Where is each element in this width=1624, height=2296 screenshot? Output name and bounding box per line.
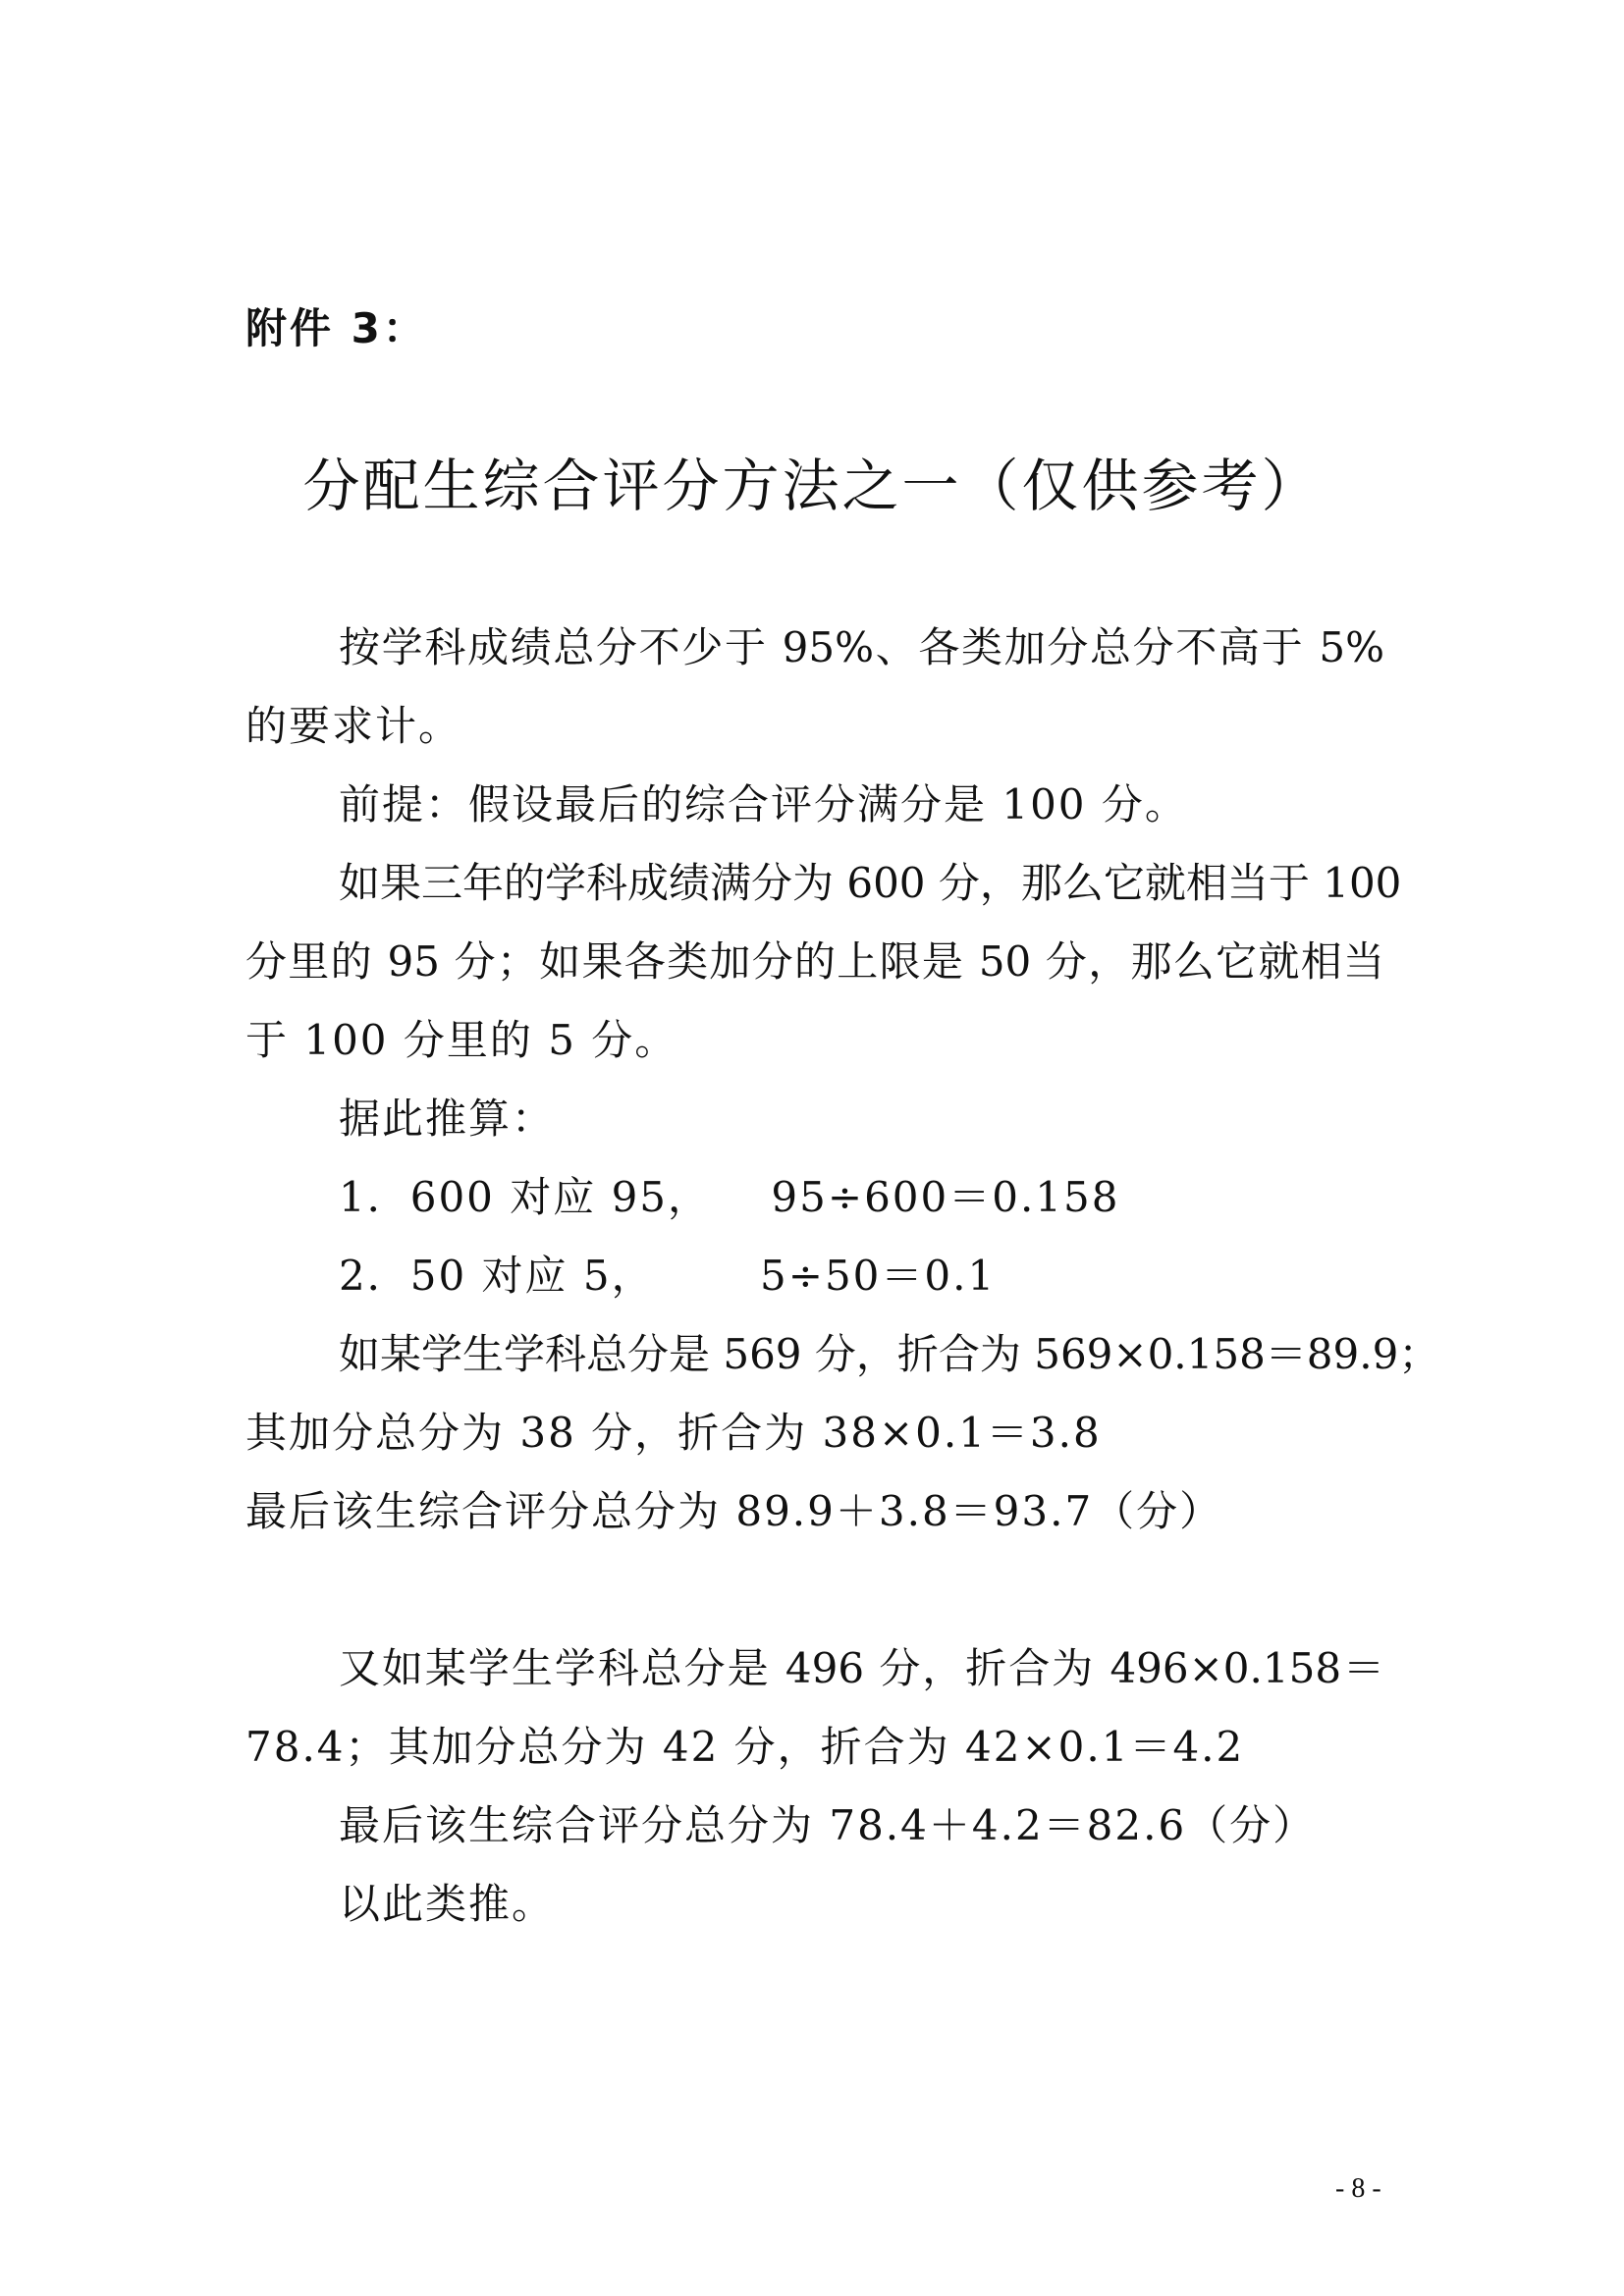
annex-label: 附件 3： <box>245 304 427 352</box>
body-line-3: 前提：假设最后的综合评分满分是 100 分。 <box>339 780 1188 828</box>
body-line-13: 又如某学生学科总分是 496 分，折合为 496×0.158＝ <box>339 1644 1384 1692</box>
page-number: - 8 - <box>1335 2173 1381 2204</box>
body-line-14: 78.4；其加分总分为 42 分，折合为 42×0.1＝4.2 <box>245 1723 1245 1771</box>
body-line-6: 于 100 分里的 5 分。 <box>245 1016 678 1064</box>
body-line-11: 其加分总分为 38 分，折合为 38×0.1＝3.8 <box>245 1409 1102 1457</box>
body-line-12: 最后该生综合评分总分为 89.9＋3.8＝93.7（分） <box>245 1487 1223 1535</box>
body-line-1: 按学科成绩总分不少于 95%、各类加分总分不高于 5% <box>339 623 1384 671</box>
body-line-16: 以此类推。 <box>339 1880 556 1928</box>
body-line-4: 如果三年的学科成绩满分为 600 分，那么它就相当于 100 <box>339 859 1402 907</box>
body-line-9: 2．50 对应 5， 5÷50＝0.1 <box>339 1252 997 1300</box>
body-line-15: 最后该生综合评分总分为 78.4＋4.2＝82.6（分） <box>339 1801 1317 1849</box>
body-line-5: 分里的 95 分；如果各类加分的上限是 50 分，那么它就相当 <box>245 937 1384 986</box>
body-line-2: 的要求计。 <box>245 702 462 750</box>
body-line-8: 1．600 对应 95， 95÷600＝0.158 <box>339 1173 1120 1221</box>
body-line-7: 据此推算： <box>339 1095 556 1143</box>
page-title: 分配生综合评分方法之一（仅供参考） <box>302 453 1322 519</box>
body-line-10: 如某学生学科总分是 569 分，折合为 569×0.158＝89.9； <box>339 1330 1440 1378</box>
